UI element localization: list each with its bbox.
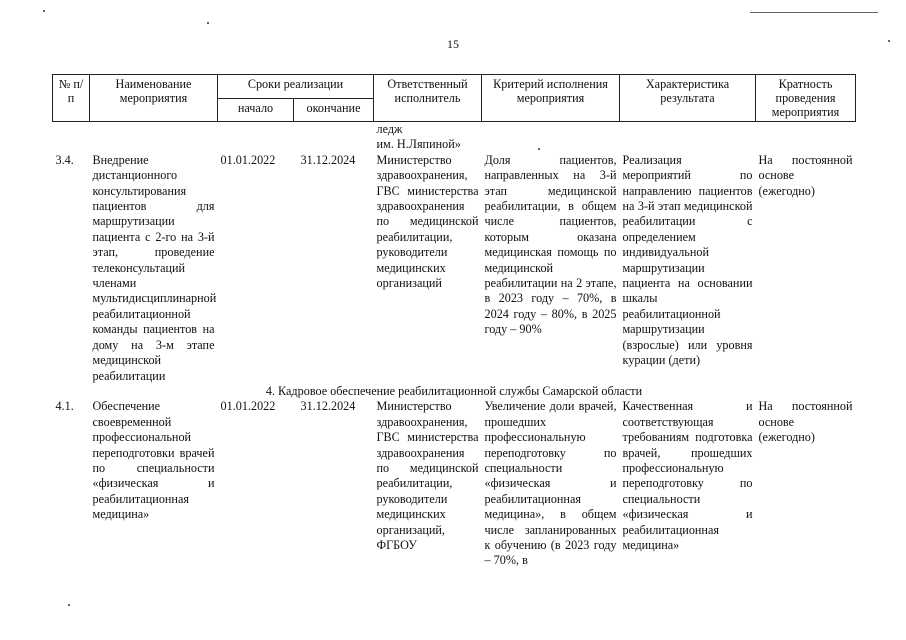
end-date: 31.12.2024 <box>300 152 356 167</box>
header-activity-name: Наименование мероприятия <box>90 75 218 122</box>
start-date: 01.01.2022 <box>220 152 276 167</box>
table-row <box>53 153 856 384</box>
result: Реализация мероприятий по направлению пациентов на 3-й этап медицинской реабилитации с определением индивидуальной маршрутизации пациента на основании шкалы реабилитационной маршрутизации (взрослые) или уровня курации (дети) <box>622 152 753 368</box>
header-end: окончание <box>294 98 374 122</box>
header-frequency: Кратность проведения мероприятия <box>756 75 856 122</box>
activities-table <box>52 74 856 569</box>
continued-executor-line: им. Н.Ляпиной» <box>376 137 461 152</box>
row-number: 4.1. <box>55 399 74 414</box>
activity-name: Обеспечение своевременной профессиональной переподготовки врачей по специальности «физическая и реабилитационная медицина» <box>92 399 215 522</box>
result: Качественная и соответствующая требованиям подготовка врачей, прошедших профессиональную переподготовку по специальности «физическая и реабилитационная медицина» <box>622 399 753 552</box>
scan-speck <box>207 22 209 24</box>
header-criterion: Критерий исполнения мероприятия <box>482 75 620 122</box>
scan-speck <box>43 10 45 12</box>
table-row <box>53 399 856 568</box>
frequency: На постоянной основе (ежегодно) <box>758 399 853 445</box>
continued-executor <box>374 122 482 153</box>
section-4-title: 4. Кадровое обеспечение реабилитационной службы Самарской области <box>265 383 643 398</box>
table-row-continuation <box>53 122 856 153</box>
header-start: начало <box>218 98 294 122</box>
criterion: Доля пациентов, направленных на 3-й этап медицинской реабилитации, в общем числе пациентов, которым оказана медицинская помощь по медицинской реабилитации на 2 этапе, в 2023 году – 70%, в 2024 году – 80%, в 2025 году – 90% <box>484 152 617 337</box>
header-number: № п/п <box>53 75 90 122</box>
section-heading-row <box>53 384 856 399</box>
page-number: 15 <box>447 37 459 51</box>
row-number: 3.4. <box>55 152 74 167</box>
scan-speck <box>68 604 70 606</box>
criterion: Увеличение доли врачей, прошедших профессиональную переподготовку по специальности «физическая и реабилитационная медицина», в общем числе запланированных к обучению (в 2023 году – 70%, в <box>484 399 617 568</box>
activity-name: Внедрение дистанционного консультирования пациентов для маршрутизации пациента с 2-го на 3-й этап, проведение телеконсультаций членами мультидисциплинарной реабилитационной команды пациентов на дому на 3-м этапе медицинской реабилитации <box>92 152 217 383</box>
header-executor: Ответственный исполнитель <box>374 75 482 122</box>
end-date: 31.12.2024 <box>300 399 356 414</box>
frequency: На постоянной основе (ежегодно) <box>758 152 853 198</box>
continued-executor-line: ледж <box>376 122 403 136</box>
start-date: 01.01.2022 <box>220 399 276 414</box>
executor: Министерство здравоохранения, ГВС министерства здравоохранения по медицинской реабилитации, руководители медицинских организаций <box>376 152 479 291</box>
scan-artifact-line <box>750 12 878 13</box>
table-header <box>53 75 856 122</box>
executor: Министерство здравоохранения, ГВС министерства здравоохранения по медицинской реабилитации, руководители медицинских организаций, ФГБОУ <box>376 399 479 552</box>
header-result: Характеристика результата <box>620 75 756 122</box>
header-timing: Сроки реализации <box>218 75 374 99</box>
